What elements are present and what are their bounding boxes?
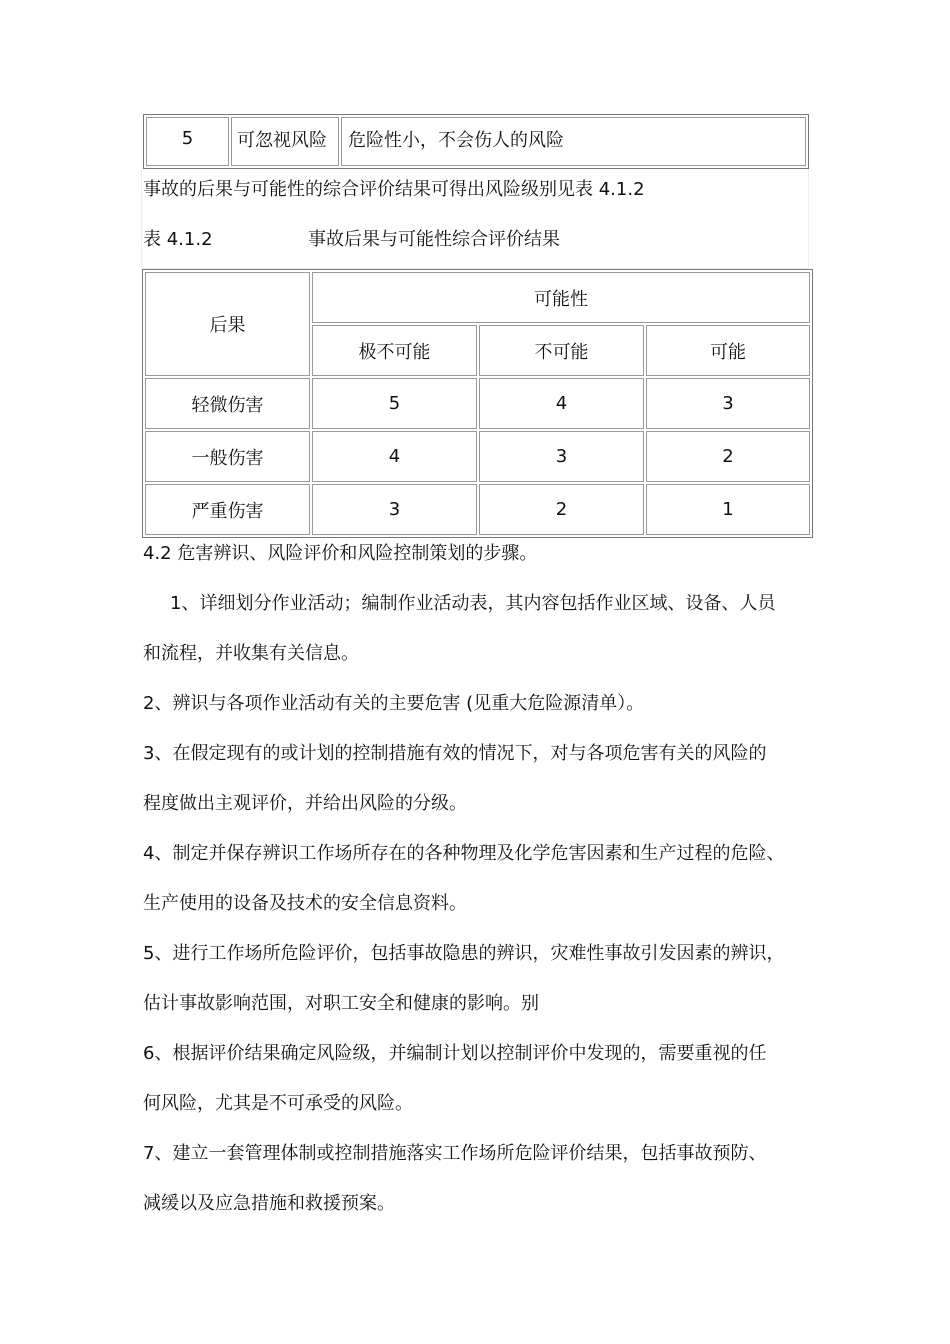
risk-matrix-table [142,269,813,538]
table-cell: 2 [646,431,810,482]
table-row [145,378,810,429]
paragraph-line: 何风险，尤其是不可承受的风险。 [143,1093,413,1114]
table-cell: 2 [479,484,644,535]
risk-level-description: 危险性小，不会伤人的风险 [341,117,806,166]
summary-line: 事故的后果与可能性的综合评价结果可得出风险级别见表 4.1.2 [143,179,645,200]
paragraph-line: 程度做出主观评价，并给出风险的分级。 [143,793,467,814]
paragraph-line: 4、制定并保存辨识工作场所存在的各种物理及化学危害因素和生产过程的危险、 [143,843,785,864]
row-label: 轻微伤害 [145,378,310,429]
table-row [145,431,810,482]
section-heading: 4.2 危害辨识、风险评价和风险控制策划的步骤。 [143,543,538,564]
table-row [145,484,810,535]
likelihood-col-very-unlikely: 极不可能 [312,325,477,376]
row-label: 一般伤害 [145,431,310,482]
table-caption [143,228,560,252]
likelihood-col-unlikely: 不可能 [479,325,644,376]
paragraph-line: 1、详细划分作业活动；编制作业活动表，其内容包括作业区域、设备、人员 [170,593,776,614]
row-label: 严重伤害 [145,484,310,535]
paragraph-line: 估计事故影响范围，对职工安全和健康的影响。别 [143,993,539,1014]
table-cell: 1 [646,484,810,535]
risk-level-table [143,114,809,169]
table-cell: 4 [312,431,477,482]
risk-level-number: 5 [146,117,229,166]
paragraph-line: 2、辨识与各项作业活动有关的主要危害 (见重大危险源清单）。 [143,693,645,714]
table-cell: 5 [312,378,477,429]
paragraph-line: 7、建立一套管理体制或控制措施落实工作场所危险评价结果，包括事故预防、 [143,1143,767,1164]
likelihood-col-likely: 可能 [646,325,810,376]
paragraph-line: 5、进行工作场所危险评价，包括事故隐患的辨识，灾难性事故引发因素的辨识， [143,943,785,964]
likelihood-header: 可能性 [312,272,810,323]
table-cell: 4 [479,378,644,429]
matrix-header-row [145,272,810,323]
steps-section [143,529,811,1229]
paragraph-line: 6、根据评价结果确定风险级，并编制计划以控制评价中发现的，需要重视的任 [143,1043,767,1064]
table-caption-title: 事故后果与可能性综合评价结果 [308,229,560,250]
paragraph-line: 和流程，并收集有关信息。 [143,643,359,664]
paragraph-line: 减缓以及应急措施和救援预案。 [143,1193,395,1214]
risk-level-name: 可忽视风险 [231,117,339,166]
paragraph-line: 3、在假定现有的或计划的控制措施有效的情况下，对与各项危害有关的风险的 [143,743,767,764]
consequence-header: 后果 [145,272,310,376]
table-cell: 3 [312,484,477,535]
table-cell: 3 [479,431,644,482]
paragraph-line: 生产使用的设备及技术的安全信息资料。 [143,893,467,914]
table-caption-number: 表 4.1.2 [143,229,213,250]
table-cell: 3 [646,378,810,429]
